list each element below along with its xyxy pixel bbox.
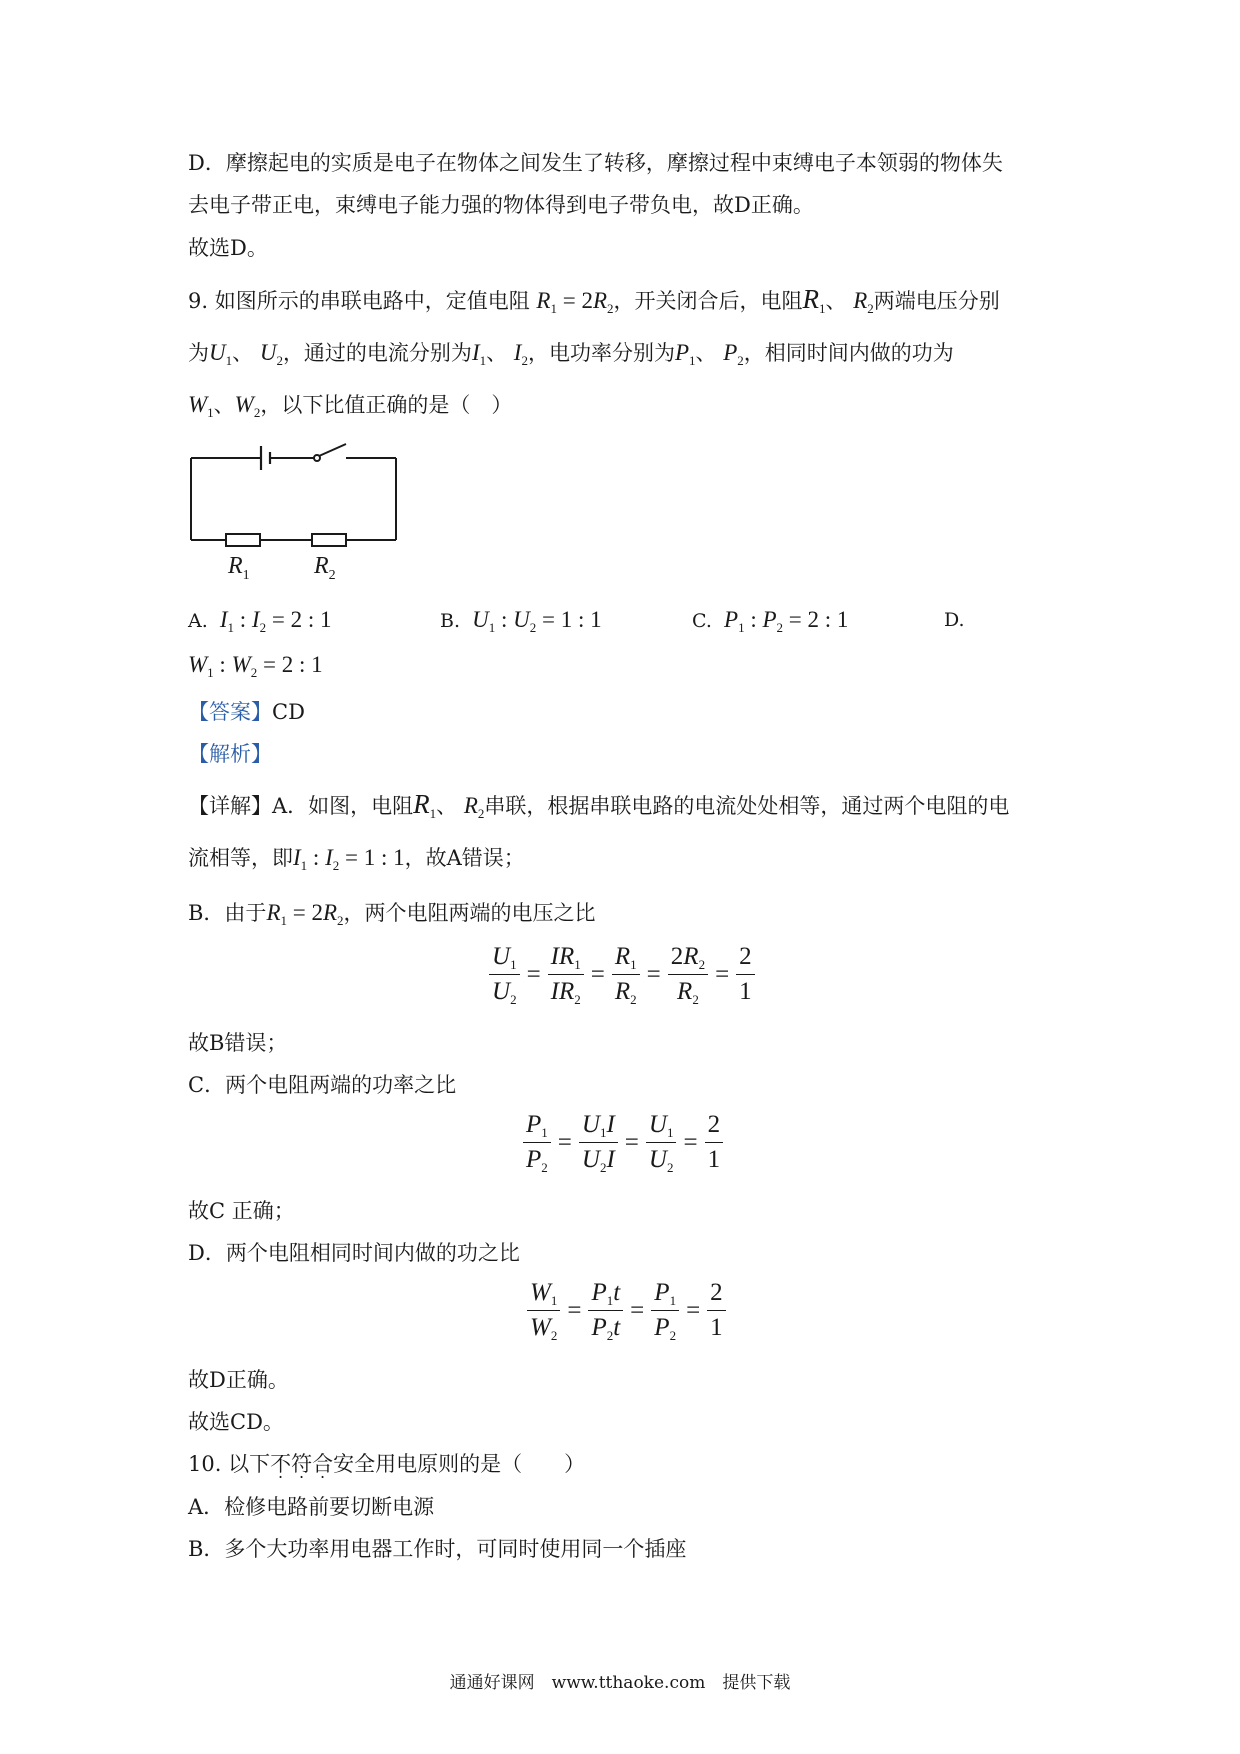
q10-option-a[interactable]: A．检修电路前要切断电源: [188, 1495, 435, 1519]
q10-stem: 10. 以下不符合安全用电原则的是（ ）: [188, 1452, 586, 1476]
resistor-r2: [312, 534, 346, 546]
r1-label: $R_1$: [228, 553, 250, 583]
q10-option-b[interactable]: B．多个大功率用电器工作时，可同时使用同一个插座: [188, 1537, 687, 1561]
q8-select: 故选D。: [188, 236, 268, 260]
q9-c-line: C．两个电阻两端的功率之比: [188, 1073, 457, 1097]
q9-option-b[interactable]: B. $U_1$ : $U_2 = 1$ : 1: [440, 607, 602, 635]
q9-b-line: B．由于$R_1 = 2R_2$，两个电阻两端的电压之比: [188, 900, 596, 928]
footer-credit: 通通好课网 www.tthaoke.com 提供下载: [449, 1673, 791, 1693]
q9-analysis-tag: 【解析】: [188, 742, 272, 766]
equation-voltage-ratio: $\frac{U_1}{U_2}$ = $\frac{IR_1}{IR_2}$ = $\frac{R_1}{R_2}$ = $\frac{2R_2}{R_2}$ = $\frac{2}{1}$: [486, 940, 758, 1009]
emphasis-char: 合: [312, 1452, 334, 1476]
q9-option-d-letter[interactable]: D.: [944, 609, 965, 631]
q9-option-d[interactable]: $W_1$ : $W_2 = 2$ : 1: [188, 652, 323, 680]
q9-select: 故选CD。: [188, 1410, 284, 1434]
q8-option-d-line1: D．摩擦起电的实质是电子在物体之间发生了转移，摩擦过程中束缚电子本领弱的物体失: [188, 151, 1003, 175]
answer-tag: 【答案】: [188, 700, 272, 724]
q9-option-c[interactable]: C. $P_1$ : $P_2 = 2$ : 1: [692, 607, 849, 635]
switch-blade: [319, 444, 346, 456]
q9-b-conclusion: 故B错误；: [188, 1031, 288, 1055]
circuit-diagram: [186, 440, 406, 590]
q9-c-conclusion: 故C 正确；: [188, 1199, 295, 1223]
q9-option-a[interactable]: A. $I_1$ : $I_2 = 2$ : 1: [188, 607, 332, 635]
q9-answer: 【答案】CD: [188, 700, 305, 724]
resistor-r1: [226, 534, 260, 546]
q9-stem-line1: 9. 如图所示的串联电路中，定值电阻 $R_1 = 2R_2$，开关闭合后，电阻$R_1$、 $R_2$两端电压分别: [188, 284, 1000, 316]
equation-work-ratio: $\frac{W_1}{W_2}$ = $\frac{P_1t}{P_2t}$ = $\frac{P_1}{P_2}$ = $\frac{2}{1}$: [524, 1276, 729, 1345]
equation-power-ratio: $\frac{P_1}{P_2}$ = $\frac{U_1I}{U_2I}$ = $\frac{U_1}{U_2}$ = $\frac{2}{1}$: [520, 1108, 726, 1177]
q9-detail-line2: 流相等，即$I_1$ : $I_2 = 1$ : 1，故A错误；: [188, 845, 525, 873]
emphasis-text: [270, 1452, 333, 1476]
q9-d-line: D．两个电阻相同时间内做的功之比: [188, 1241, 520, 1265]
q9-stem-line3: $W_1$、$W_2$，以下比值正确的是（ ）: [188, 392, 513, 420]
q9-detail-line1: 【详解】A．如图，电阻$R_1$、 $R_2$串联，根据串联电路的电流处处相等，通过两个电阻的电: [188, 789, 1010, 821]
r2-label: $R_2$: [314, 553, 336, 583]
q9-stem-line2: 为$U_1$、 $U_2$，通过的电流分别为$I_1$、 $I_2$，电功率分别为$P_1$、 $P_2$，相同时间内做的功为: [188, 340, 954, 368]
q9-d-conclusion: 故D正确。: [188, 1368, 289, 1392]
q8-option-d-line2: 去电子带正电，束缚电子能力强的物体得到电子带负电，故D正确。: [188, 193, 814, 217]
emphasis-char: 符: [291, 1452, 313, 1476]
emphasis-char: 不: [270, 1452, 292, 1476]
